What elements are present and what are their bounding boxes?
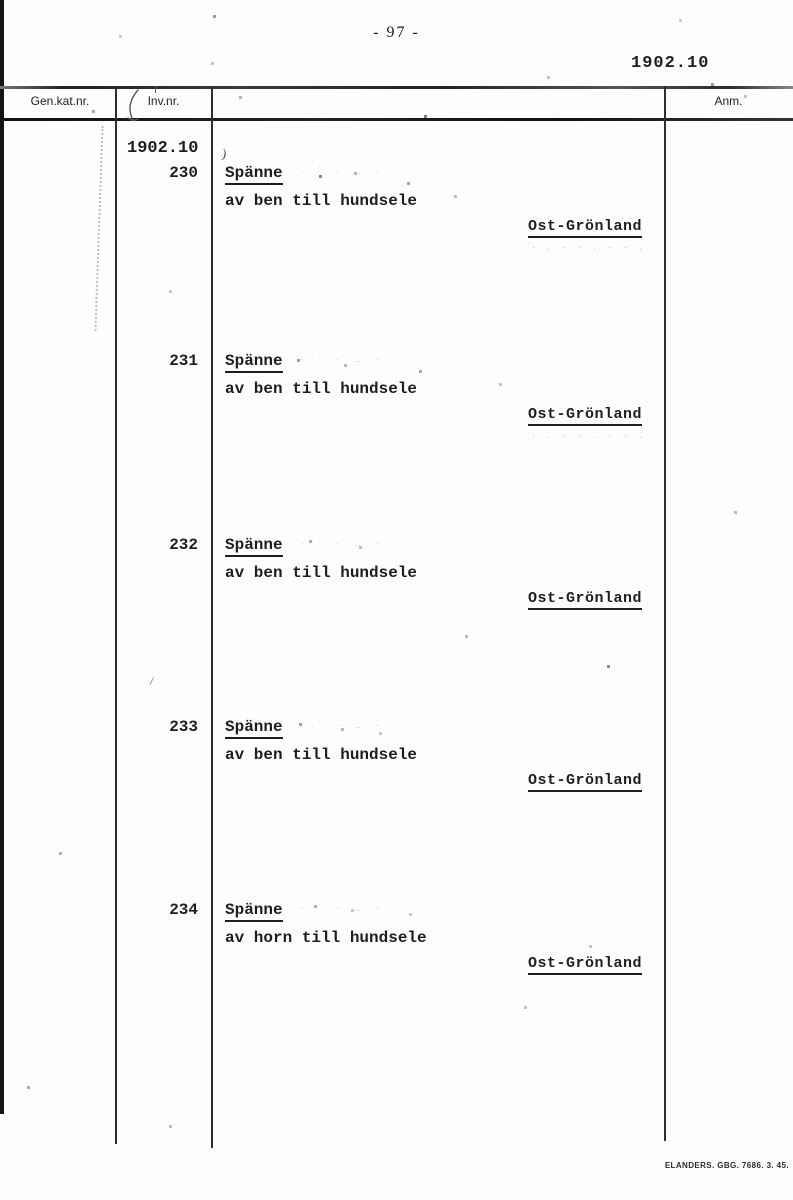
entry-inventory-number: 234 [169,901,198,919]
scan-noise-speckles [0,0,1,1]
entry-object-title: Spänne [225,718,283,739]
catalog-year-heading: 1902.10 [631,54,710,73]
column-header-gen-kat-nr: Gen.kat.nr. [30,94,90,108]
entry-description: av ben till hundsele [225,564,418,582]
entry-location: Ost-Grönland [528,955,642,975]
entry-inventory-number: 232 [169,536,198,554]
scan-speckle-trail: · ˙ · ‥ · [300,166,386,177]
entry-inventory-number: 230 [169,164,198,182]
printer-imprint: ELANDERS. GBG. 7686. 3. 45. [664,1161,789,1170]
entry-inventory-number: 231 [169,352,198,370]
catalog-entry [0,164,793,284]
entry-location: Ost-Grönland [528,772,642,792]
entry-object-title: Spänne [225,536,283,557]
entry-description: av ben till hundsele [225,746,418,764]
column-header-anm: Anm. [714,94,743,108]
catalog-entry [0,718,793,838]
stray-paren-mark: ) [220,145,228,162]
table-top-rule [0,86,793,89]
scan-speckle-trail: · ˙ · ‥ · [300,903,386,914]
pencil-dot-row: · . · · . · · . [532,430,647,440]
scan-tick-mark [155,86,156,93]
entry-object-title: Spänne [225,901,283,922]
pencil-dot-row: · . · · . · · . [532,242,647,252]
page-number: - 97 - [373,24,420,41]
catalog-entry [0,901,793,1021]
entry-location: Ost-Grönland [528,218,642,238]
scan-speckle-trail: · ˙ · ‥ · [300,354,386,365]
entry-object-title: Spänne [225,164,283,185]
scan-speckle-trail: · ˙ · ‥ · [300,538,386,549]
catalog-entry [0,536,793,656]
entry-description: av ben till hundsele [225,380,418,398]
stray-slash-mark: / [149,673,155,689]
table-header-bottom-rule [0,118,793,121]
entry-inventory-number: 233 [169,718,198,736]
entry-object-title: Spänne [225,352,283,373]
handwritten-paren-mark [122,87,144,125]
catalog-entry [0,352,793,472]
entry-location: Ost-Grönland [528,406,642,426]
entry-description: av ben till hundsele [225,192,418,210]
scan-speckle-trail: · ˙ · ‥ · [300,720,386,731]
entry-description: av horn till hundsele [225,929,427,947]
column-header-inv-nr: Inv.nr. [147,94,180,108]
entry-location: Ost-Grönland [528,590,642,610]
catalog-group-label: 1902.10 [127,139,199,158]
